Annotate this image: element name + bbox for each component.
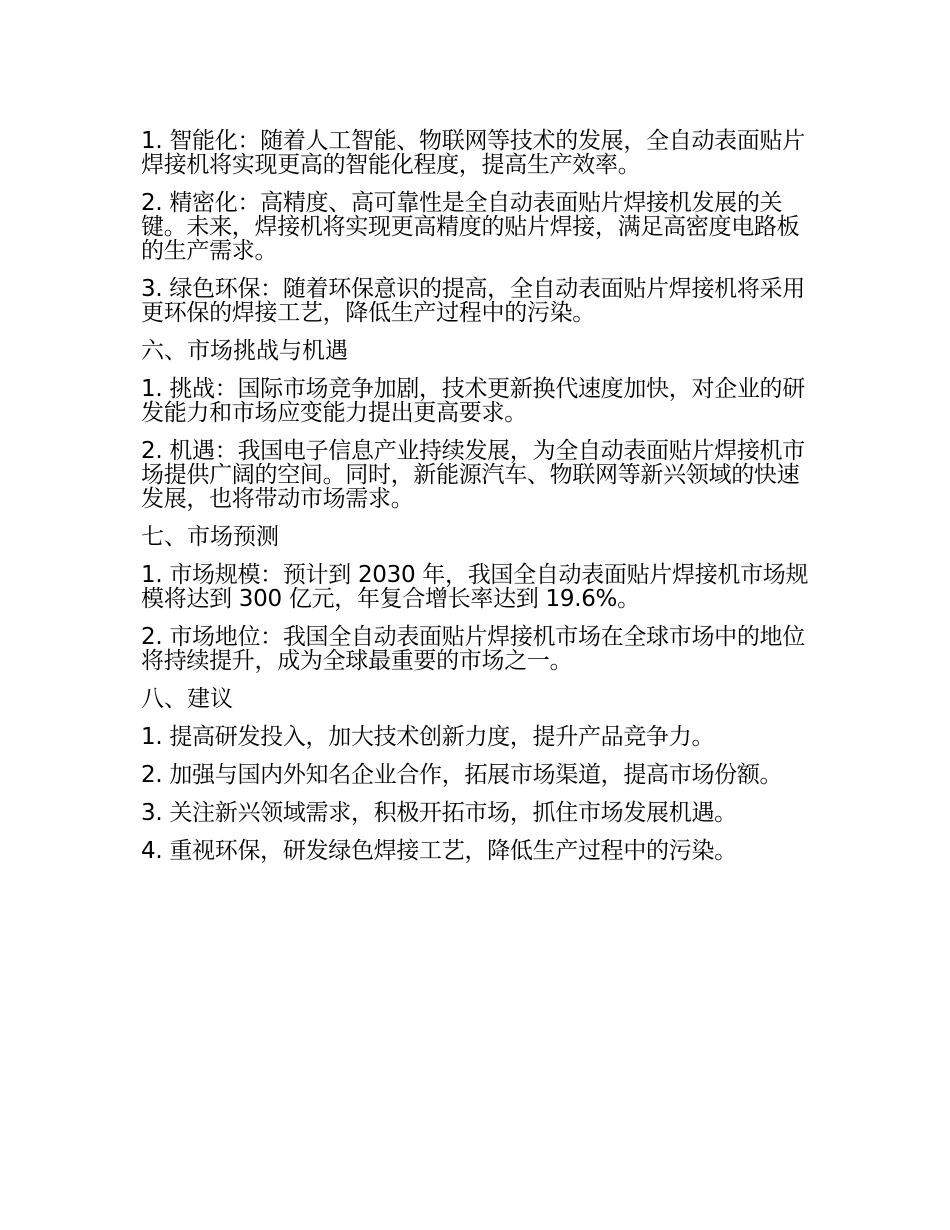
trend-green-paragraph: 3. 绿色环保：随着环保意识的提高，全自动表面贴片焊接机将采用更环保的焊接工艺，降低生产过程中的污染。 [141,276,805,326]
suggestion-paragraph-2: 2. 加强与国内外知名企业合作，拓展市场渠道，提高市场份额。 [141,762,783,788]
suggestion-paragraph-1: 1. 提高研发投入，加大技术创新力度，提升产品竞争力。 [141,724,715,750]
section-heading-suggestions: 八、建议 [141,686,233,712]
forecast-size-paragraph: 1. 市场规模：预计到 2030 年，我国全自动表面贴片焊接机市场规模将达到 300 亿元，年复合增长率达到 19.6%。 [141,562,809,612]
trend-precision-paragraph: 2. 精密化：高精度、高可靠性是全自动表面贴片焊接机发展的关键。未来，焊接机将实现更高精度的贴片焊接，满足高密度电路板的生产需求。 [141,190,800,264]
forecast-position-paragraph: 2. 市场地位：我国全自动表面贴片焊接机市场在全球市场中的地位将持续提升，成为全球最重要的市场之一。 [141,624,805,674]
suggestion-paragraph-3: 3. 关注新兴领域需求，积极开拓市场，抓住市场发展机遇。 [141,800,737,826]
document-body [141,129,813,877]
suggestion-paragraph-4: 4. 重视环保，研发绿色焊接工艺，降低生产过程中的污染。 [141,838,737,864]
section-heading-forecast: 七、市场预测 [141,524,279,550]
challenge-paragraph: 1. 挑战：国际市场竞争加剧，技术更新换代速度加快，对企业的研发能力和市场应变能力提出更高要求。 [141,376,805,426]
opportunity-paragraph: 2. 机遇：我国电子信息产业持续发展，为全自动表面贴片焊接机市场提供广阔的空间。同时，新能源汽车、物联网等新兴领域的快速发展，也将带动市场需求。 [141,438,805,512]
trend-intelligent-paragraph: 1. 智能化：随着人工智能、物联网等技术的发展，全自动表面贴片焊接机将实现更高的智能化程度，提高生产效率。 [141,128,805,178]
section-heading-challenges: 六、市场挑战与机遇 [141,338,348,364]
